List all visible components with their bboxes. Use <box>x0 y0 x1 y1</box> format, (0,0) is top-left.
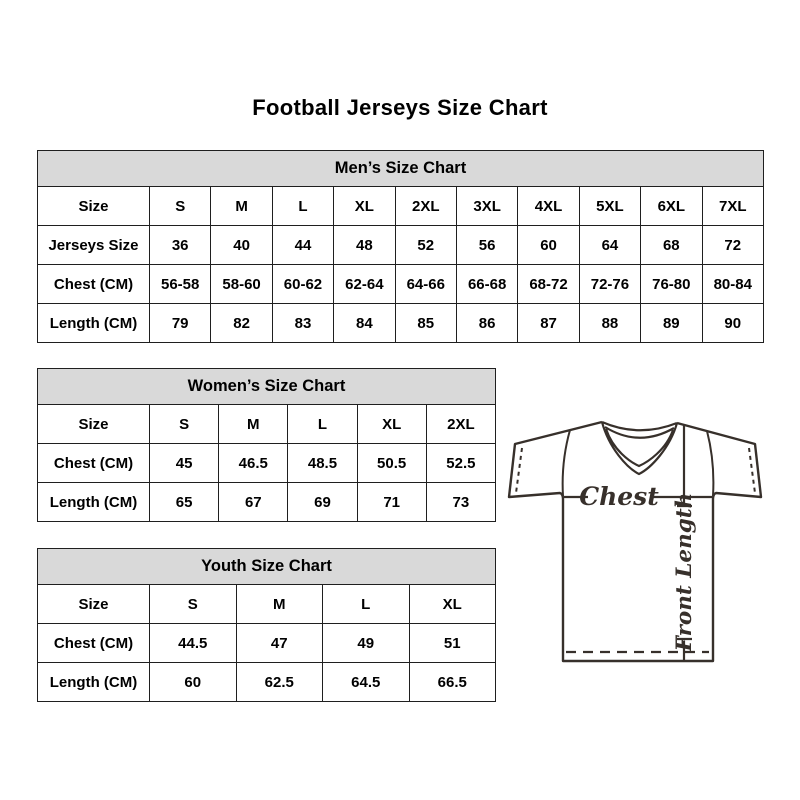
mens-table-title: Men’s Size Chart <box>38 151 764 187</box>
table-cell: 56-58 <box>150 265 211 304</box>
table-cell: 56 <box>456 226 517 265</box>
table-cell: 90 <box>702 304 763 343</box>
table-cell: 46.5 <box>219 444 288 483</box>
table-cell: 83 <box>272 304 333 343</box>
table-cell: 76-80 <box>641 265 702 304</box>
table-cell: 73 <box>426 483 495 522</box>
column-header: Size <box>38 405 150 444</box>
table-cell: 68 <box>641 226 702 265</box>
column-header: 4XL <box>518 187 579 226</box>
table-cell: 89 <box>641 304 702 343</box>
column-header: M <box>236 585 323 624</box>
table-cell: 58-60 <box>211 265 272 304</box>
column-header: 6XL <box>641 187 702 226</box>
table-cell: 48.5 <box>288 444 357 483</box>
column-header: 2XL <box>426 405 495 444</box>
chest-label: Chest <box>579 482 659 511</box>
table-row <box>38 405 496 444</box>
table-row <box>38 585 496 624</box>
table-cell: 64.5 <box>323 663 410 702</box>
page-title: Football Jerseys Size Chart <box>252 95 548 120</box>
table-cell: 44.5 <box>150 624 237 663</box>
table-row <box>38 226 764 265</box>
column-header: Size <box>38 187 150 226</box>
table-title-row <box>38 369 496 405</box>
front-length-label: Front Length <box>672 492 697 652</box>
jersey-collar <box>602 422 677 474</box>
column-header: 5XL <box>579 187 640 226</box>
column-header: Size <box>38 585 150 624</box>
table-cell: 62.5 <box>236 663 323 702</box>
table-cell: 86 <box>456 304 517 343</box>
table-row <box>38 304 764 343</box>
table-cell: 82 <box>211 304 272 343</box>
table-cell: 47 <box>236 624 323 663</box>
column-header: S <box>150 585 237 624</box>
row-header: Length (CM) <box>38 304 150 343</box>
table-cell: 64-66 <box>395 265 456 304</box>
womens-table-title: Women’s Size Chart <box>38 369 496 405</box>
table-cell: 51 <box>409 624 496 663</box>
table-cell: 60 <box>150 663 237 702</box>
column-header: 2XL <box>395 187 456 226</box>
table-cell: 80-84 <box>702 265 763 304</box>
column-header: S <box>150 405 219 444</box>
column-header: L <box>288 405 357 444</box>
table-cell: 68-72 <box>518 265 579 304</box>
column-header: M <box>211 187 272 226</box>
row-header: Length (CM) <box>38 663 150 702</box>
table-cell: 85 <box>395 304 456 343</box>
row-header: Chest (CM) <box>38 444 150 483</box>
youth-table-title: Youth Size Chart <box>38 549 496 585</box>
table-title-row <box>38 151 764 187</box>
table-title-row <box>38 549 496 585</box>
table-cell: 60 <box>518 226 579 265</box>
column-header: XL <box>334 187 395 226</box>
table-cell: 67 <box>219 483 288 522</box>
table-cell: 52 <box>395 226 456 265</box>
table-row <box>38 663 496 702</box>
table-cell: 84 <box>334 304 395 343</box>
table-cell: 65 <box>150 483 219 522</box>
table-row <box>38 444 496 483</box>
mens-size-table <box>37 150 764 343</box>
row-header: Length (CM) <box>38 483 150 522</box>
youth-size-table <box>37 548 496 702</box>
table-cell: 60-62 <box>272 265 333 304</box>
table-cell: 88 <box>579 304 640 343</box>
column-header: L <box>323 585 410 624</box>
table-cell: 49 <box>323 624 410 663</box>
table-cell: 64 <box>579 226 640 265</box>
table-cell: 87 <box>518 304 579 343</box>
table-cell: 69 <box>288 483 357 522</box>
table-cell: 66.5 <box>409 663 496 702</box>
womens-size-table <box>37 368 496 522</box>
column-header: L <box>272 187 333 226</box>
table-cell: 79 <box>150 304 211 343</box>
jersey-outline <box>509 422 761 661</box>
column-header: XL <box>409 585 496 624</box>
table-cell: 48 <box>334 226 395 265</box>
row-header: Chest (CM) <box>38 624 150 663</box>
table-row <box>38 187 764 226</box>
table-cell: 72 <box>702 226 763 265</box>
table-cell: 44 <box>272 226 333 265</box>
column-header: 3XL <box>456 187 517 226</box>
row-header: Jerseys Size <box>38 226 150 265</box>
row-header: Chest (CM) <box>38 265 150 304</box>
table-cell: 45 <box>150 444 219 483</box>
table-row <box>38 624 496 663</box>
table-cell: 62-64 <box>334 265 395 304</box>
table-cell: 71 <box>357 483 426 522</box>
table-cell: 52.5 <box>426 444 495 483</box>
column-header: XL <box>357 405 426 444</box>
column-header: 7XL <box>702 187 763 226</box>
table-cell: 50.5 <box>357 444 426 483</box>
table-cell: 36 <box>150 226 211 265</box>
table-row <box>38 265 764 304</box>
table-cell: 72-76 <box>579 265 640 304</box>
table-cell: 66-68 <box>456 265 517 304</box>
table-row <box>38 483 496 522</box>
table-cell: 40 <box>211 226 272 265</box>
column-header: S <box>150 187 211 226</box>
column-header: M <box>219 405 288 444</box>
jersey-measurement-diagram-icon <box>500 400 772 695</box>
